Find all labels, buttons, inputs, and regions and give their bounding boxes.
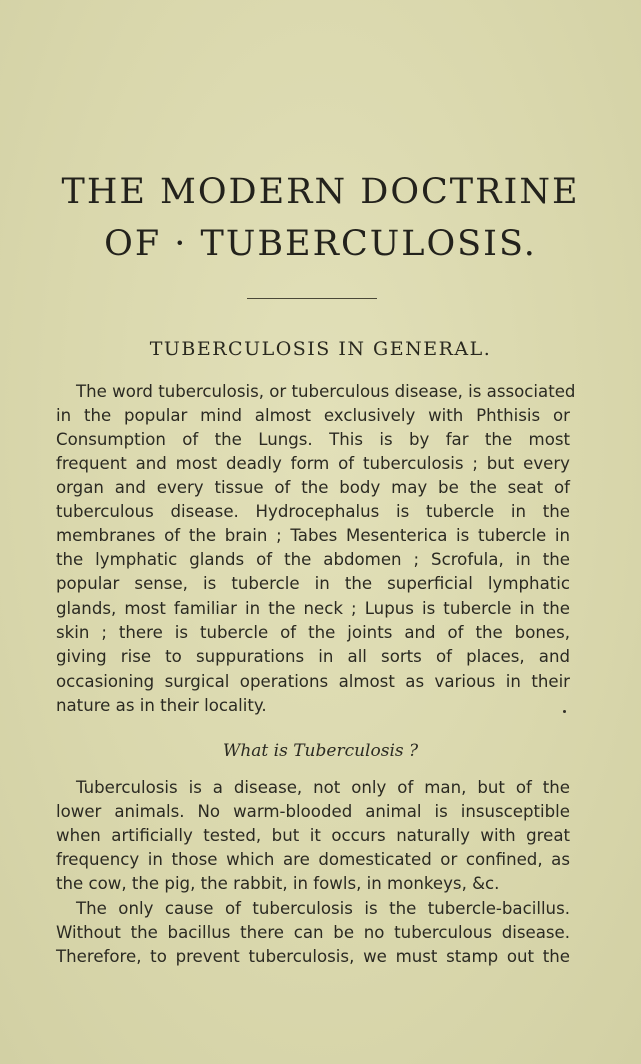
paragraph-line: Tuberculosis is a disease, not only of man, but of the [76, 778, 570, 797]
paragraph-line: Therefore, to prevent tuberculosis, we must stamp out the [56, 947, 570, 966]
paragraph-line: tuberculous disease. Hydrocephalus is tubercle in the [56, 502, 570, 521]
paragraph-line: frequency in those which are domesticated or confined, as [56, 850, 570, 869]
paragraph-line: occasioning surgical operations almost as various in their [56, 672, 570, 691]
paragraph-line: organ and every tissue of the body may be the seat of [56, 478, 570, 497]
paragraph-line: lower animals. No warm-blooded animal is insusceptible [56, 802, 570, 821]
paragraph-line: the lymphatic glands of the abdomen ; Scrofula, in the [56, 550, 570, 569]
title-divider [247, 298, 377, 299]
title-line-2: OF · TUBERCULOSIS. [104, 224, 537, 264]
paragraph-line: skin ; there is tubercle of the joints and of the bones, [56, 623, 570, 642]
paragraph-line: Consumption of the Lungs. This is by far the most [56, 430, 570, 449]
paragraph-line: when artificially tested, but it occurs naturally with great [56, 826, 570, 845]
section-heading: TUBERCULOSIS IN GENERAL. [149, 338, 492, 360]
paragraph-line: The word tuberculosis, or tuberculous disease, is associated [76, 382, 576, 401]
paragraph-line: popular sense, is tubercle in the superficial lymphatic [56, 574, 570, 593]
stray-dot-mark [563, 710, 566, 713]
paragraph-line: glands, most familiar in the neck ; Lupus is tubercle in the [56, 599, 570, 618]
paragraph-line: the cow, the pig, the rabbit, in fowls, in monkeys, &c. [56, 874, 500, 893]
paragraph-line: giving rise to suppurations in all sorts of places, and [56, 647, 570, 666]
paragraph-line: nature as in their locality. [56, 696, 267, 715]
paragraph-line: The only cause of tuberculosis is the tubercle-bacillus. [76, 899, 570, 918]
subheading: What is Tuberculosis ? [222, 741, 419, 761]
paragraph-line: membranes of the brain ; Tabes Mesenterica is tubercle in [56, 526, 570, 545]
paragraph-line: Without the bacillus there can be no tuberculous disease. [56, 923, 570, 942]
paragraph-line: in the popular mind almost exclusively with Phthisis or [56, 406, 570, 425]
paragraph-line: frequent and most deadly form of tuberculosis ; but every [56, 454, 570, 473]
title-line-1: THE MODERN DOCTRINE [61, 172, 580, 212]
